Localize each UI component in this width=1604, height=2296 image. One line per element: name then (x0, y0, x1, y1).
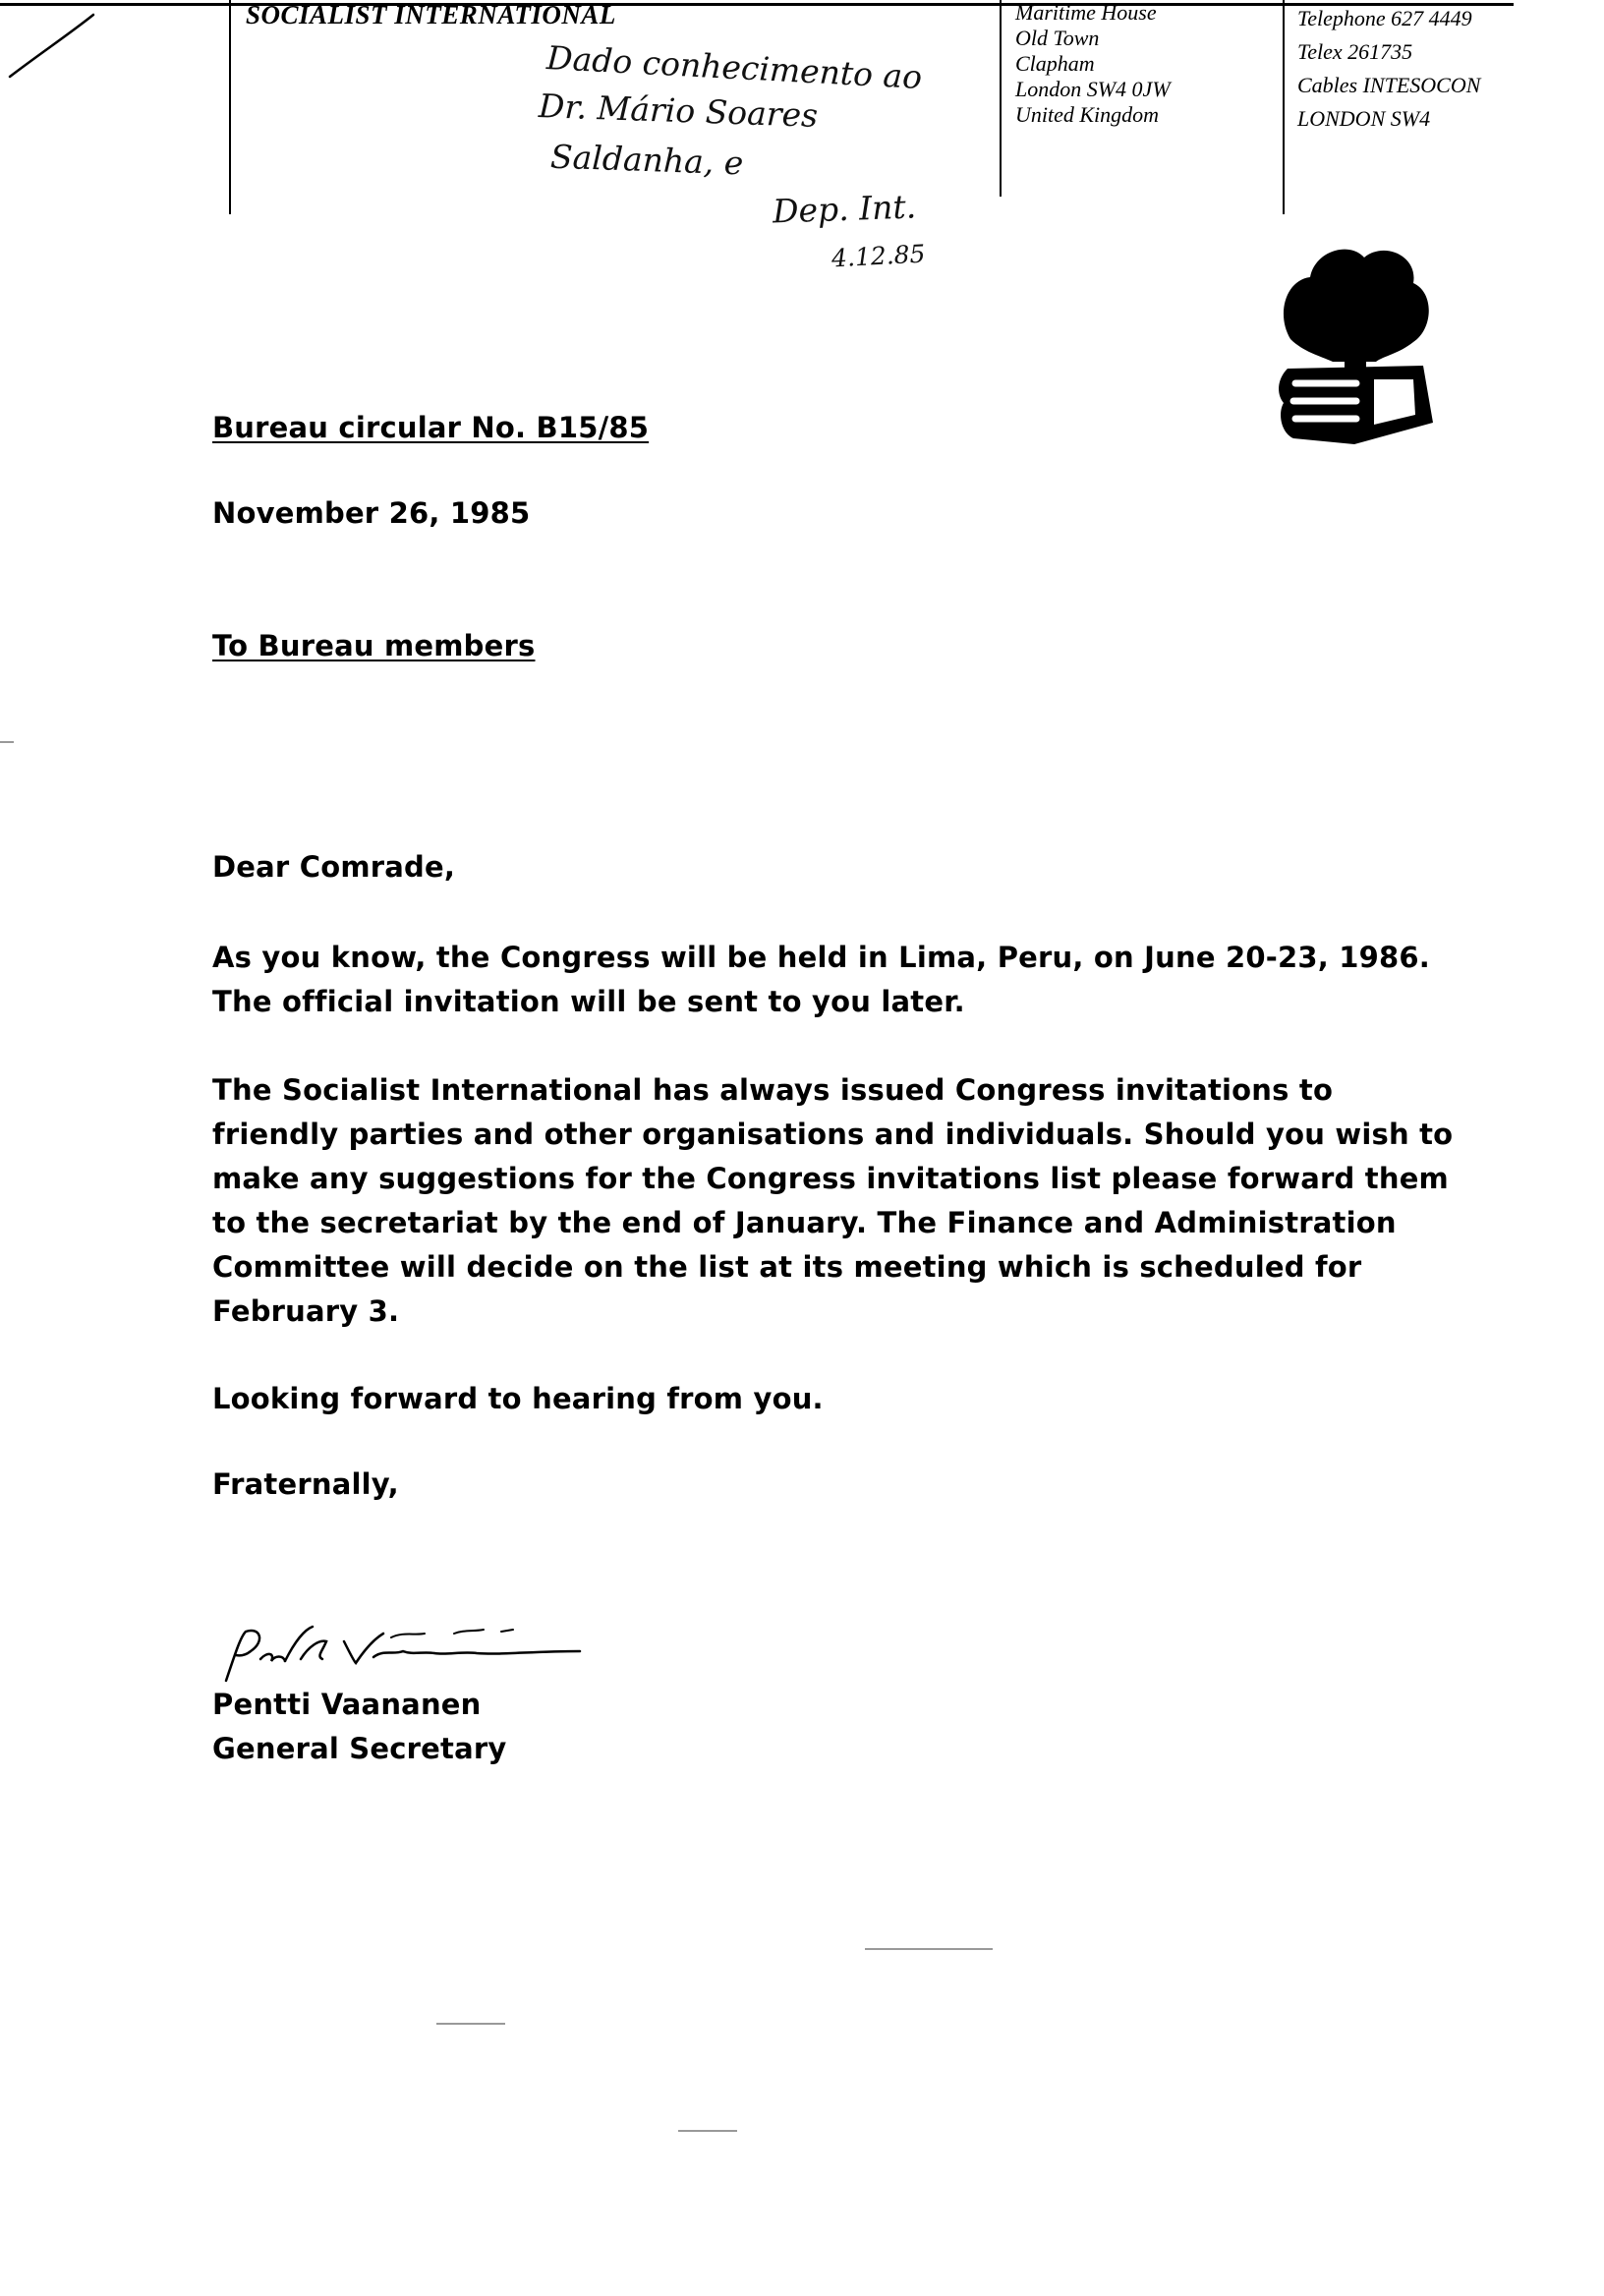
paragraph-line: friendly parties and other organisations and individuals. Should you wish to (212, 1118, 1454, 1151)
recipient-line: To Bureau members (212, 629, 536, 662)
letterhead-divider-left (229, 0, 231, 214)
scan-artifact (865, 1948, 993, 1950)
paragraph-closing-remark (212, 1377, 824, 1421)
signer-name: Pentti Vaananen (212, 1688, 482, 1721)
address-line: Clapham (1015, 51, 1095, 76)
contact-block (1297, 2, 1480, 136)
letterhead-divider-middle (1000, 0, 1002, 197)
paragraph-line: to the secretariat by the end of January. The Finance and Administration (212, 1206, 1397, 1239)
contact-line: Cables INTESOCON (1297, 73, 1481, 97)
paragraph-line: Looking forward to hearing from you. (212, 1382, 824, 1415)
scan-artifact (436, 2023, 505, 2025)
paragraph-line: As you know, the Congress will be held in Lima, Peru, on June 20-23, 1986. (212, 941, 1430, 974)
contact-line: LONDON SW4 (1297, 106, 1431, 131)
paragraph-line: February 3. (212, 1294, 400, 1328)
handwritten-note-line: Dado conhecimento ao (545, 38, 924, 96)
handwritten-note-line: Dr. Mário Soares (538, 86, 819, 135)
signer-title: General Secretary (212, 1732, 507, 1765)
letter-date: November 26, 1985 (212, 496, 531, 530)
address-line: United Kingdom (1015, 102, 1160, 127)
address-line: Old Town (1015, 26, 1100, 50)
paragraph-congress-date (212, 936, 1430, 1024)
letterhead-divider-right (1283, 0, 1285, 214)
paragraph-line: make any suggestions for the Congress invitations list please forward them (212, 1162, 1449, 1195)
salutation: Dear Comrade, (212, 850, 456, 884)
contact-line: Telephone 627 4449 (1297, 6, 1472, 30)
handwritten-note-line: Saldanha, e (549, 137, 744, 183)
handwritten-note-line: Dep. Int. (772, 187, 917, 231)
paragraph-invitations (212, 1068, 1453, 1334)
paragraph-line: Committee will decide on the list at its meeting which is scheduled for (212, 1250, 1362, 1284)
address-block (1015, 0, 1171, 128)
paragraph-line: The Socialist International has always issued Congress invitations to (212, 1073, 1334, 1107)
scan-artifact (0, 741, 14, 743)
address-line: Maritime House (1015, 0, 1157, 25)
pen-mark-icon (0, 0, 108, 88)
organization-name: SOCIALIST INTERNATIONAL (246, 0, 616, 29)
handwritten-note-date: 4.12.85 (831, 239, 927, 273)
fist-and-rose-logo-icon (1266, 236, 1443, 452)
signature (206, 1612, 600, 1691)
circular-reference: Bureau circular No. B15/85 (212, 411, 650, 444)
address-line: London SW4 0JW (1015, 77, 1171, 101)
contact-line: Telex 261735 (1297, 39, 1413, 64)
paragraph-line: The official invitation will be sent to you later. (212, 985, 965, 1018)
letterhead-top-rule (0, 3, 1514, 6)
closing: Fraternally, (212, 1467, 399, 1501)
scan-artifact (678, 2130, 737, 2132)
